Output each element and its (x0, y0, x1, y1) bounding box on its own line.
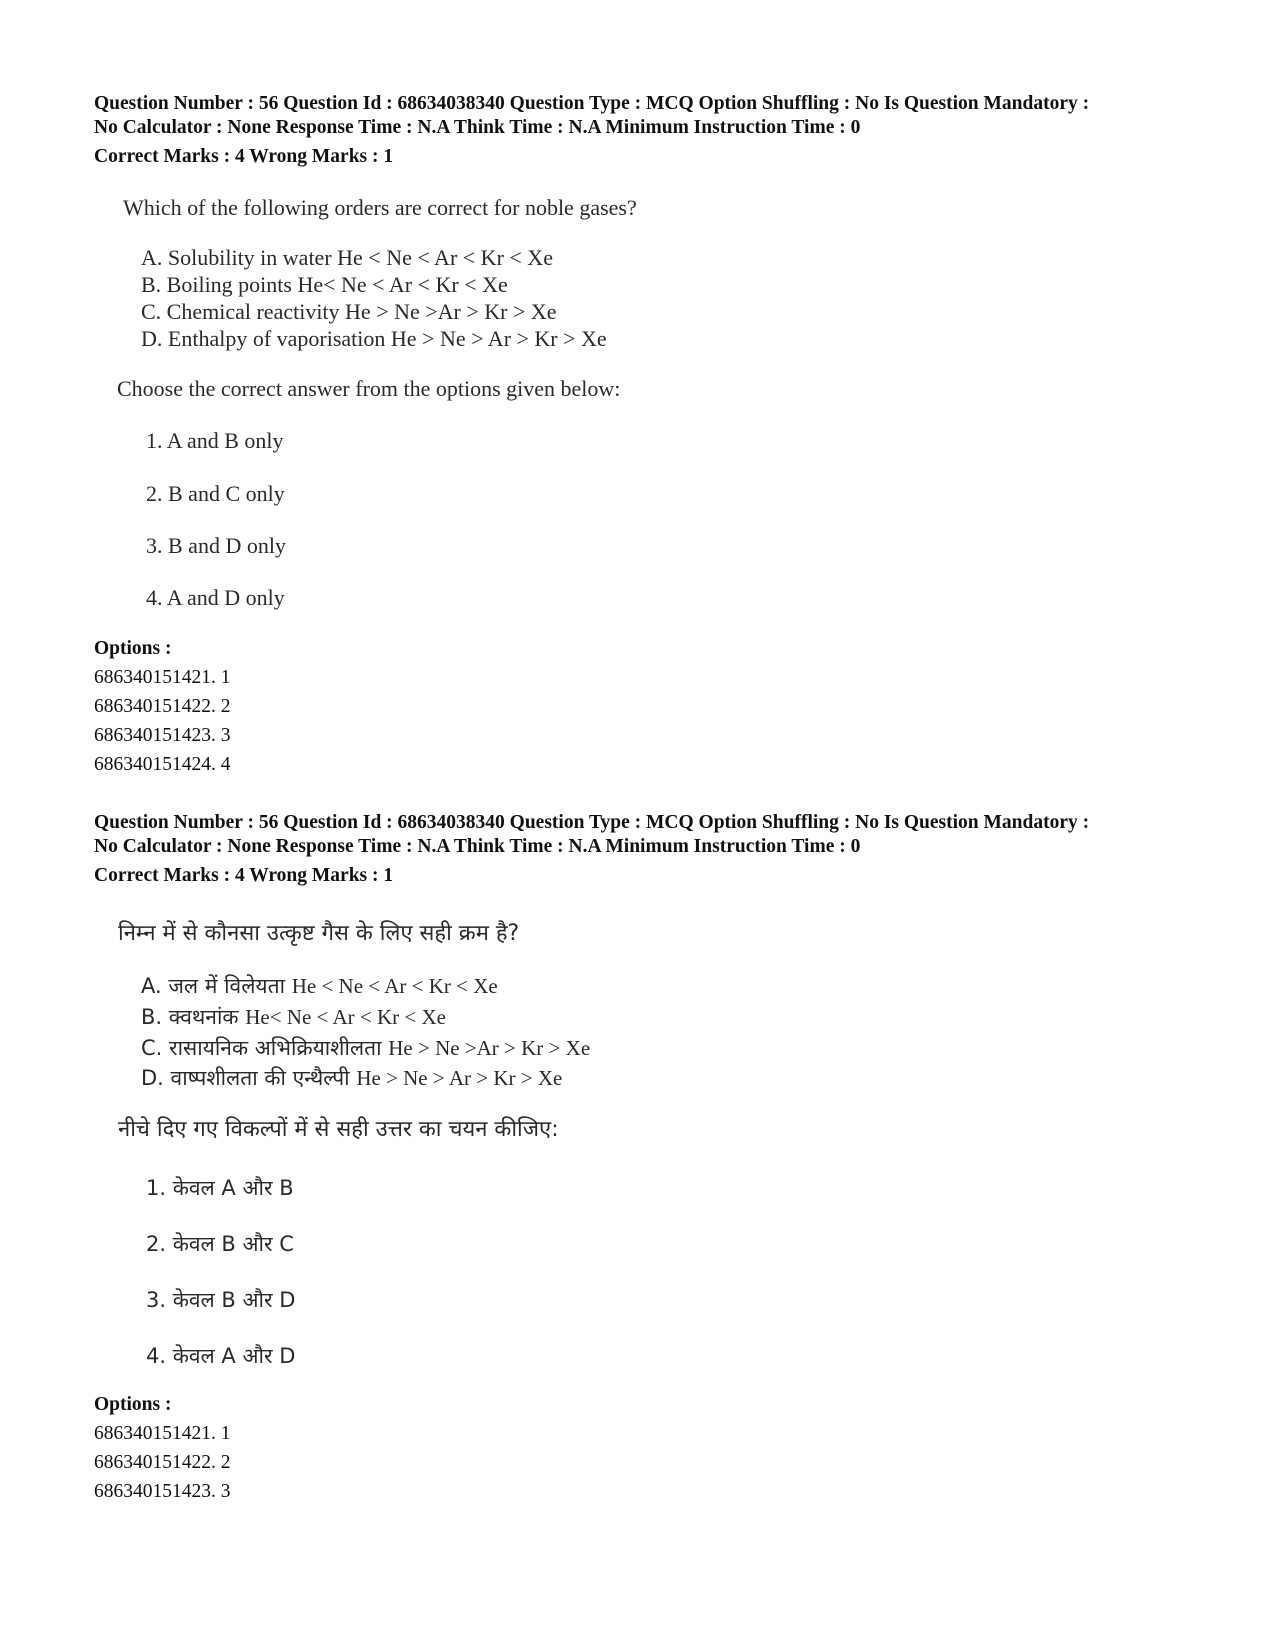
options-list-2 (94, 1390, 231, 1506)
statement-a (141, 972, 498, 1000)
statement-b (141, 1003, 446, 1031)
statement-d (141, 1064, 562, 1092)
marks-line: Correct Marks : 4 Wrong Marks : 1 (94, 146, 394, 167)
statement-order: He > Ne > Ar > Kr > Xe (356, 1066, 563, 1090)
statement-d: D. Enthalpy of vaporisation He > Ne > Ar > Kr > Xe (141, 326, 607, 351)
statement-c: C. Chemical reactivity He > Ne >Ar > Kr > Xe (141, 299, 557, 324)
choice-1: 1. केवल A और B (146, 1176, 294, 1200)
question-stem: निम्न में से कौनसा उत्कृष्ट गैस के लिए सही क्रम है? (118, 921, 520, 946)
statement-label: B. क्वथनांक (141, 1005, 246, 1029)
choice-2: 2. B and C only (146, 481, 285, 506)
options-heading: Options : (94, 638, 172, 659)
option-item: 686340151423. 3 (94, 725, 231, 746)
option-item: 686340151423. 3 (94, 1481, 231, 1502)
choice-3: 3. B and D only (146, 533, 286, 558)
statement-c (141, 1034, 590, 1062)
question-instruction: नीचे दिए गए विकल्पों में से सही उत्तर का चयन कीजिए: (118, 1117, 559, 1142)
meta-line-2: No Calculator : None Response Time : N.A Think Time : N.A Minimum Instruction Time : 0 (94, 836, 861, 857)
choice-2: 2. केवल B और C (146, 1232, 294, 1256)
choice-4: 4. केवल A और D (146, 1344, 296, 1368)
question-meta-1 (94, 92, 1214, 169)
marks-line: Correct Marks : 4 Wrong Marks : 1 (94, 865, 394, 886)
choice-4: 4. A and D only (146, 585, 285, 610)
options-list-1 (94, 634, 231, 779)
choice-3: 3. केवल B और D (146, 1288, 296, 1312)
statement-order: He < Ne < Ar < Kr < Xe (291, 974, 498, 998)
meta-line-2: No Calculator : None Response Time : N.A Think Time : N.A Minimum Instruction Time : 0 (94, 117, 861, 138)
option-item: 686340151422. 2 (94, 1452, 231, 1473)
question-meta-2 (94, 811, 1214, 888)
statement-b: B. Boiling points He< Ne < Ar < Kr < Xe (141, 272, 508, 297)
options-heading: Options : (94, 1394, 172, 1415)
option-item: 686340151421. 1 (94, 1423, 231, 1444)
question-stem: Which of the following orders are correct for noble gases? (123, 195, 637, 220)
meta-line-1: Question Number : 56 Question Id : 68634038340 Question Type : MCQ Option Shuffling : No Is Question Mandatory : (94, 93, 1090, 114)
question-instruction: Choose the correct answer from the options given below: (117, 376, 621, 401)
option-item: 686340151424. 4 (94, 754, 231, 775)
statement-order: He< Ne < Ar < Kr < Xe (245, 1005, 446, 1029)
choice-1: 1. A and B only (146, 428, 284, 453)
statement-label: D. वाष्पशीलता की एन्थैल्पी (141, 1066, 357, 1090)
option-item: 686340151422. 2 (94, 696, 231, 717)
option-item: 686340151421. 1 (94, 667, 231, 688)
statement-label: C. रासायनिक अभिक्रियाशीलता (141, 1036, 389, 1060)
statement-order: He > Ne >Ar > Kr > Xe (388, 1036, 591, 1060)
statement-a: A. Solubility in water He < Ne < Ar < Kr < Xe (141, 245, 553, 270)
statement-label: A. जल में विलेयता (141, 974, 292, 998)
meta-line-1: Question Number : 56 Question Id : 68634038340 Question Type : MCQ Option Shuffling : No Is Question Mandatory : (94, 812, 1090, 833)
